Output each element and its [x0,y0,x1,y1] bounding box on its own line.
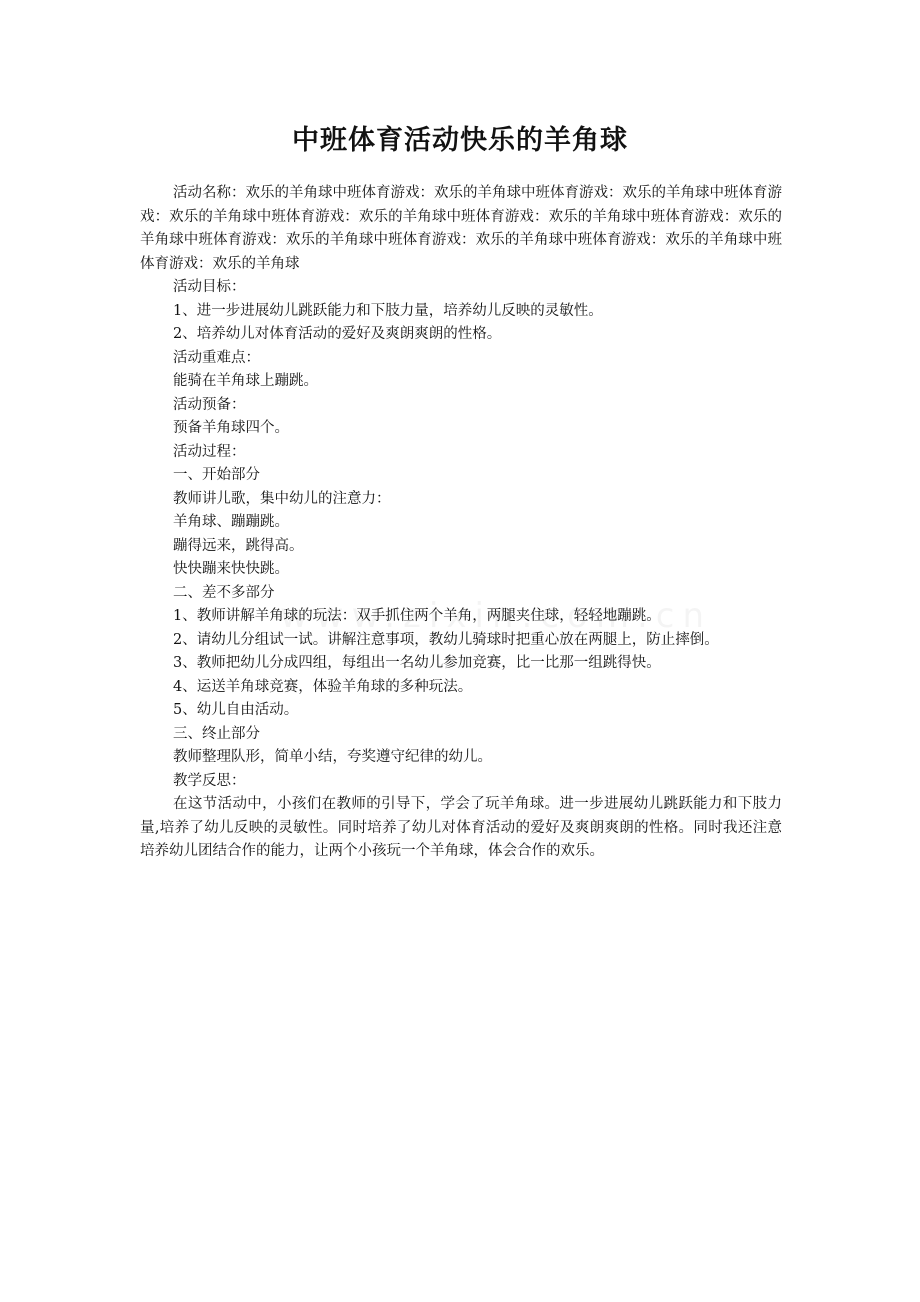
paragraph-reflection: 在这节活动中，小孩们在教师的引导下，学会了玩羊角球。进一步进展幼儿跳跃能力和下肢力量,培养了幼儿反映的灵敏性。同时培养了幼儿对体育活动的爱好及爽朗爽朗的性格。同时我还注意培养幼儿团结合作的能力，让两个小孩玩一个羊角球，体会合作的欢乐。 [140,796,782,859]
paragraph-part-3: 教师整理队形，简单小结，夸奖遵守纪律的幼儿。 [173,749,492,765]
paragraph-step-1: 1、教师讲解羊角球的玩法：双手抓住两个羊角，两腿夹住球，轻轻地蹦跳。 [173,608,661,624]
paragraph-part-1-intro: 教师讲儿歌，集中幼儿的注意力： [173,490,391,507]
paragraph-key-point: 能骑在羊角球上蹦跳。 [173,373,318,389]
paragraph-rhyme-line-3: 快快蹦来快快跳。 [173,561,289,577]
paragraph-step-4: 4、运送羊角球竞赛，体验羊角球的多种玩法。 [173,678,473,695]
heading-process: 活动过程： [173,443,246,460]
heading-key-points: 活动重难点： [173,349,260,366]
heading-part-1: 一、开始部分 [173,467,260,483]
paragraph-rhyme-line-1: 羊角球、蹦蹦跳。 [173,514,289,530]
heading-goals: 活动目标： [173,279,246,295]
paragraph-preparation: 预备羊角球四个。 [173,420,289,436]
heading-reflection: 教学反思： [173,772,246,789]
paragraph-step-5: 5、幼儿自由活动。 [173,702,299,718]
paragraph-step-3: 3、教师把幼儿分成四组，每组出一名幼儿参加竞赛，比一比那一组跳得快。 [173,655,661,671]
heading-part-2: 二、差不多部分 [173,584,275,601]
document-body [140,182,782,864]
paragraph-activity-name: 活动名称：欢乐的羊角球中班体育游戏：欢乐的羊角球中班体育游戏：欢乐的羊角球中班体育游戏：欢乐的羊角球中班体育游戏：欢乐的羊角球中班体育游戏：欢乐的羊角球中班体育游戏：欢乐的羊角球中班体育游戏：欢乐的羊角球中班体育游戏：欢乐的羊角球中班体育游戏：欢乐的羊角球中班体育游戏：欢乐的羊角球 [140,185,782,272]
document-title: 中班体育活动快乐的羊角球 [292,125,628,156]
paragraph-step-2: 2、请幼儿分组试一试。讲解注意事项，教幼儿骑球时把重心放在两腿上，防止摔倒。 [173,631,719,648]
heading-part-3: 三、终止部分 [173,725,260,742]
paragraph-goal-1: 1、进一步进展幼儿跳跃能力和下肢力量，培养幼儿反映的灵敏性。 [173,302,603,319]
paragraph-rhyme-line-2: 蹦得远来，跳得高。 [173,537,304,554]
paragraph-goal-2: 2、培养幼儿对体育活动的爱好及爽朗爽朗的性格。 [173,326,502,342]
heading-preparation: 活动预备： [173,396,246,413]
